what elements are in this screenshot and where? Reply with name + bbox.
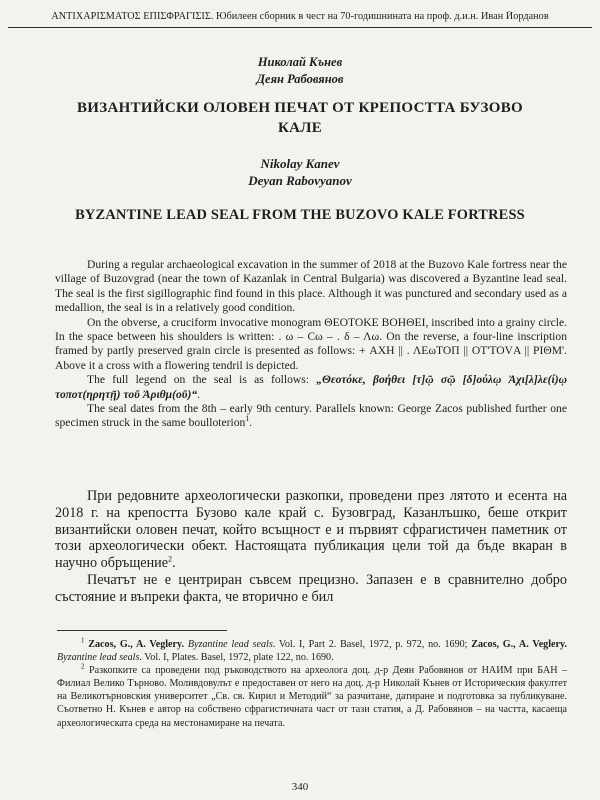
body-paragraph-2: Печатът не е центриран съвсем прецизно. Запазен е в сравнително добро състояние и въпреки факта, че вторично е бил (55, 571, 567, 605)
body-paragraph-1 (55, 488, 567, 572)
footnote-1-rest-a: . Vol. I, Part 2. Basel, 1972, p. 972, no. 1690; (272, 639, 468, 650)
running-head: ΑΝΤΙΧΑΡΙΣΜΑΤΟΣ ΕΠΙΣΦΡΑΓΙΣΙΣ. Юбилеен сборник в чест на 70-годишнината на проф. д.и.н. Иван Йорданов (51, 11, 549, 22)
abstract-paragraph-3 (55, 373, 567, 402)
body-paragraph-1-text: При редовните археологически разкопки, проведени през лятото и есента на 2018 г. на крепостта Бузово кале край с. Бузовград, Казанлъшко, беше открит византийски оловен печат, който всъщност е и първият сфрагистичен паметник от този археологически обект. Настоящата публикация цели той да бъде вкаран в научно обръщение (55, 488, 567, 572)
abstract-paragraph-1: During a regular archaeological excavation in the summer of 2018 at the Buzovo Kale fortress near the village of Buzovgrad (near the town of Kazanlak in Central Bulgaria) was discovered a Byzantine lead seal. The seal is the first sigillographic find found in this place. Although it was punctured and secondary used as a medallion, the seal is in a relatively good condition. (55, 258, 567, 315)
body-paragraph-1-end: . (172, 555, 176, 572)
header-rule (8, 27, 592, 28)
abstract-paragraph-2: On the obverse, a cruciform invocative monogram ΘΕΟΤΟΚΕ ΒΟΗΘΕΙ, inscribed into a grainy circle. In the space between his shoulders is written: . ω – Cω – . δ – Λω. On the reverse, a four-line inscription framed by partly preserved grain circle is presented as follows: + ΑΧΗ || . ΛΕωΤΟΠ || ΟΤ'ΤΟVΑ || ΡΙΘΜ'. Above it a cross with a flowering tendril is depicted. (55, 315, 567, 372)
footnote-1 (57, 638, 567, 664)
abstract-dating-end: . (249, 416, 253, 430)
title-en: BYZANTINE LEAD SEAL FROM THE BUZOVO KALE FORTRESS (75, 207, 525, 223)
footnote-1-author-b: Zacos, G., A. Veglery. (471, 639, 568, 650)
footnote-2 (57, 664, 567, 729)
abstract-dating-text: The seal dates from the 8th – early 9th century. Parallels known: George Zacos published further one specimen struck in the same boulloterion (55, 402, 567, 430)
footnote-1-rest-b: . Vol. I, Plates. Basel, 1972, plate 122, no. 1690. (139, 652, 334, 664)
author-en-1: Nikolay Kanev (260, 156, 340, 171)
author-bg-1: Николай Кънев (257, 55, 343, 69)
footnote-1-title-a: Byzantine lead seals (187, 639, 273, 650)
title-bg-line-2: КАЛЕ (277, 120, 323, 136)
seal-legend: „Θεοτόκε, βοήθει [τ]ῷ σῷ [δ]ούλῳ Ἀχι[λ]λε(ί)ῳ τοποτ(ηρητῇ) τοῦ Ἀριθμ(οῦ)“ (55, 373, 567, 401)
abstract-legend-end: . (197, 387, 201, 401)
author-en-2: Deyan Rabovyanov (248, 173, 352, 188)
abstract-legend-lead: The full legend on the seal is as follows: (87, 373, 317, 387)
title-bg-line-1: ВИЗАНТИЙСКИ ОЛОВЕН ПЕЧАТ ОТ КРЕПОСТТА БУЗОВО (76, 100, 524, 116)
abstract (55, 258, 567, 431)
abstract-paragraph-4 (55, 402, 567, 431)
footnote-2-marker: 2 (81, 662, 85, 671)
footnote-1-marker: 1 (81, 636, 85, 645)
author-bg-2: Деян Рабовянов (256, 72, 344, 86)
footnote-1-title-b: Byzantine lead seals (57, 652, 140, 664)
footnote-ref-2[interactable]: 2 (168, 554, 173, 564)
page-number: 340 (291, 781, 309, 793)
footnote-rule (57, 630, 227, 631)
footnote-1-author-a: Zacos, G., A. Veglery. (88, 639, 185, 650)
body-text (55, 488, 567, 606)
footnote-2-text: Разкопките са проведени под ръководството на археолога доц. д-р Деян Рабовянов от НАИМ при БАН – Филиал Велико Търново. Моливдовулът е предоставен от него на доц. д-р Николай Кънев от Историческия факултет на Великотърновския университет „Св. св. Кирил и Методий“ за разчитане, датиране и подготовка за публикуване. Съответно Н. Кънев е автор на собствено сфрагистичната част от тази статия, а Д. Рабовянов – на частта, касаеща археологическата среда на местонамиране на печата. (57, 665, 567, 729)
footnote-ref-1[interactable]: 1 (245, 414, 250, 424)
footnotes (57, 638, 567, 730)
